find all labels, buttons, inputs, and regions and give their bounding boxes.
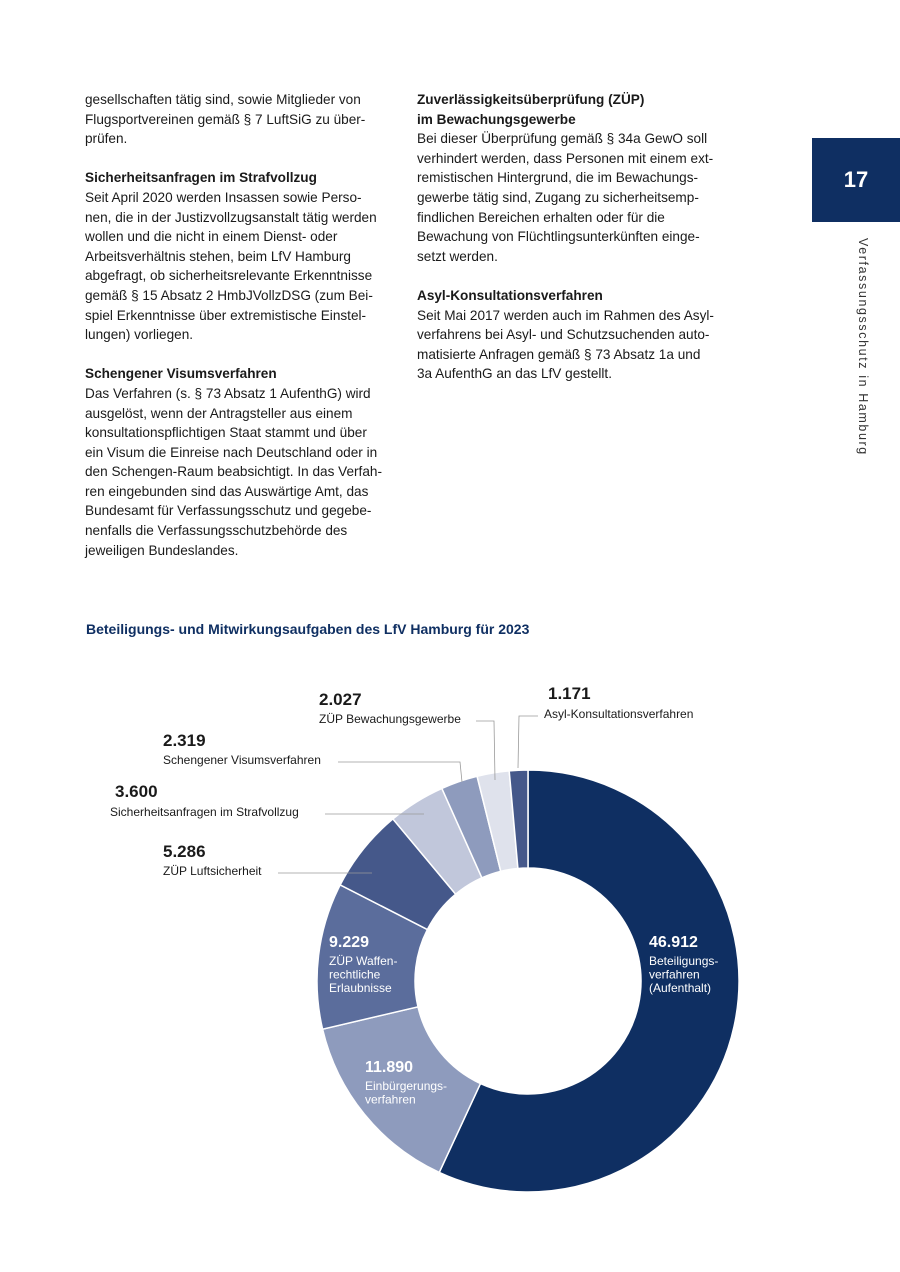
text-line: verhindert werden, dass Personen mit einem ext-: [417, 150, 714, 166]
text-line: Bei dieser Überprüfung gemäß § 34a GewO soll: [417, 131, 708, 147]
side-section-title: Verfassungsschutz in Hamburg: [856, 238, 870, 456]
leader-line: [338, 762, 462, 782]
slice-name-label: Schengener Visumsverfahren: [163, 753, 321, 767]
leader-line: [518, 716, 538, 768]
text-line: findlichen Bereichen erhalten oder für die: [417, 209, 665, 225]
text-line: nenfalls die Verfassungsschutzbehörde des: [85, 523, 348, 539]
heading-line: Zuverlässigkeitsüberprüfung (ZÜP): [417, 92, 645, 107]
heading-line: im Bewachungsgewerbe: [417, 111, 576, 127]
slice-value-label: 3.600: [115, 782, 158, 801]
slice-name-label: Beteiligungs-: [649, 954, 719, 968]
text-line: ein Visum die Einreise nach Deutschland oder in: [85, 444, 378, 460]
slice-name-label: ZÜP Bewachungsgewerbe: [319, 712, 461, 726]
text-line: Das Verfahren (s. § 73 Absatz 1 AufenthG) wird: [85, 385, 371, 401]
text-line: verfahrens bei Asyl- und Schutzsuchenden auto-: [417, 327, 710, 343]
text-line: lungen) vorliegen.: [85, 327, 194, 343]
text-line: 3a AufenthG an das LfV gestellt.: [417, 366, 612, 382]
text-line: remistischen Hintergrund, die im Bewachungs-: [417, 170, 699, 186]
page-number: 17: [843, 167, 869, 192]
text-line: gesellschaften tätig sind, sowie Mitglieder von: [85, 92, 361, 107]
text-line: Bewachung von Flüchtlingsunterkünften einge-: [417, 229, 700, 245]
text-line: Flugsportvereinen gemäß § 7 LuftSiG zu über-: [85, 111, 366, 127]
text-line: jeweiligen Bundeslandes.: [85, 542, 239, 558]
text-line: prüfen.: [85, 131, 128, 147]
text-line: den Schengen-Raum beabsichtigt. In das Verfah-: [85, 464, 382, 480]
chart-title: Beteiligungs- und Mitwirkungsaufgaben des LfV Hamburg für 2023: [86, 621, 530, 637]
slice-value-label: 2.319: [163, 731, 206, 750]
slice-name-label: rechtliche: [329, 967, 381, 982]
section-heading-strafvollzug: Sicherheitsanfragen im Strafvollzug: [85, 170, 317, 186]
slice-name-label: Einbürgerungs-: [365, 1079, 448, 1093]
slice-name-label: ZÜP Waffen-: [329, 954, 398, 968]
text-line: gewerbe tätig sind, Zugang zu sicherheitsemp-: [417, 189, 699, 205]
slice-value-label: 11.890: [365, 1059, 414, 1076]
slice-name-label: Erlaubnisse: [329, 981, 392, 995]
slice-value-label: 1.171: [548, 684, 591, 703]
text-line: Bundesamt für Verfassungsschutz und gegebe-: [85, 503, 372, 519]
text-line: konsultationspflichtigen Staat stammt und über: [85, 425, 367, 441]
slice-name-label: ZÜP Luftsicherheit: [163, 864, 262, 878]
text-line: Seit April 2020 werden Insassen sowie Perso-: [85, 189, 362, 205]
section-heading-asyl: Asyl-Konsultationsverfahren: [417, 287, 603, 303]
slice-value-label: 2.027: [319, 690, 362, 709]
text-line: spiel Erkenntnisse über extremistische Einstel-: [85, 307, 367, 323]
text-line: abgefragt, ob sicherheitsrelevante Erkenntnisse: [85, 268, 373, 284]
text-line: Seit Mai 2017 werden auch im Rahmen des Asyl-: [417, 307, 714, 323]
text-line: matisierte Anfragen gemäß § 73 Absatz 1a und: [417, 346, 701, 362]
slice-name-label: (Aufenthalt): [649, 981, 712, 995]
text-line: setzt werden.: [417, 248, 498, 264]
text-line: wollen und die nicht in einem Dienst- oder: [85, 229, 338, 245]
slice-name-label: verfahren: [365, 1092, 416, 1107]
slice-value-label: 5.286: [163, 842, 206, 861]
text-line: ren eingebunden sind das Auswärtige Amt, das: [85, 483, 369, 499]
slice-name-label: verfahren: [649, 967, 700, 982]
text-line: ausgelöst, wenn der Antragsteller aus einem: [85, 405, 353, 421]
slice-value-label: 9.229: [329, 934, 370, 951]
text-line: Arbeitsverhältnis stehen, beim LfV Hamburg: [85, 248, 351, 264]
slice-name-label: Asyl-Konsultationsverfahren: [544, 707, 694, 721]
text-line: gemäß § 15 Absatz 2 HmbJVollzDSG (zum Bei-: [85, 287, 373, 303]
slice-value-label: 46.912: [649, 934, 698, 951]
leader-line: [476, 721, 495, 780]
section-heading-visumsverfahren: Schengener Visumsverfahren: [85, 366, 277, 382]
text-line: nen, die in der Justizvollzugsanstalt tätig werden: [85, 209, 377, 225]
slice-name-label: Sicherheitsanfragen im Strafvollzug: [110, 805, 299, 819]
